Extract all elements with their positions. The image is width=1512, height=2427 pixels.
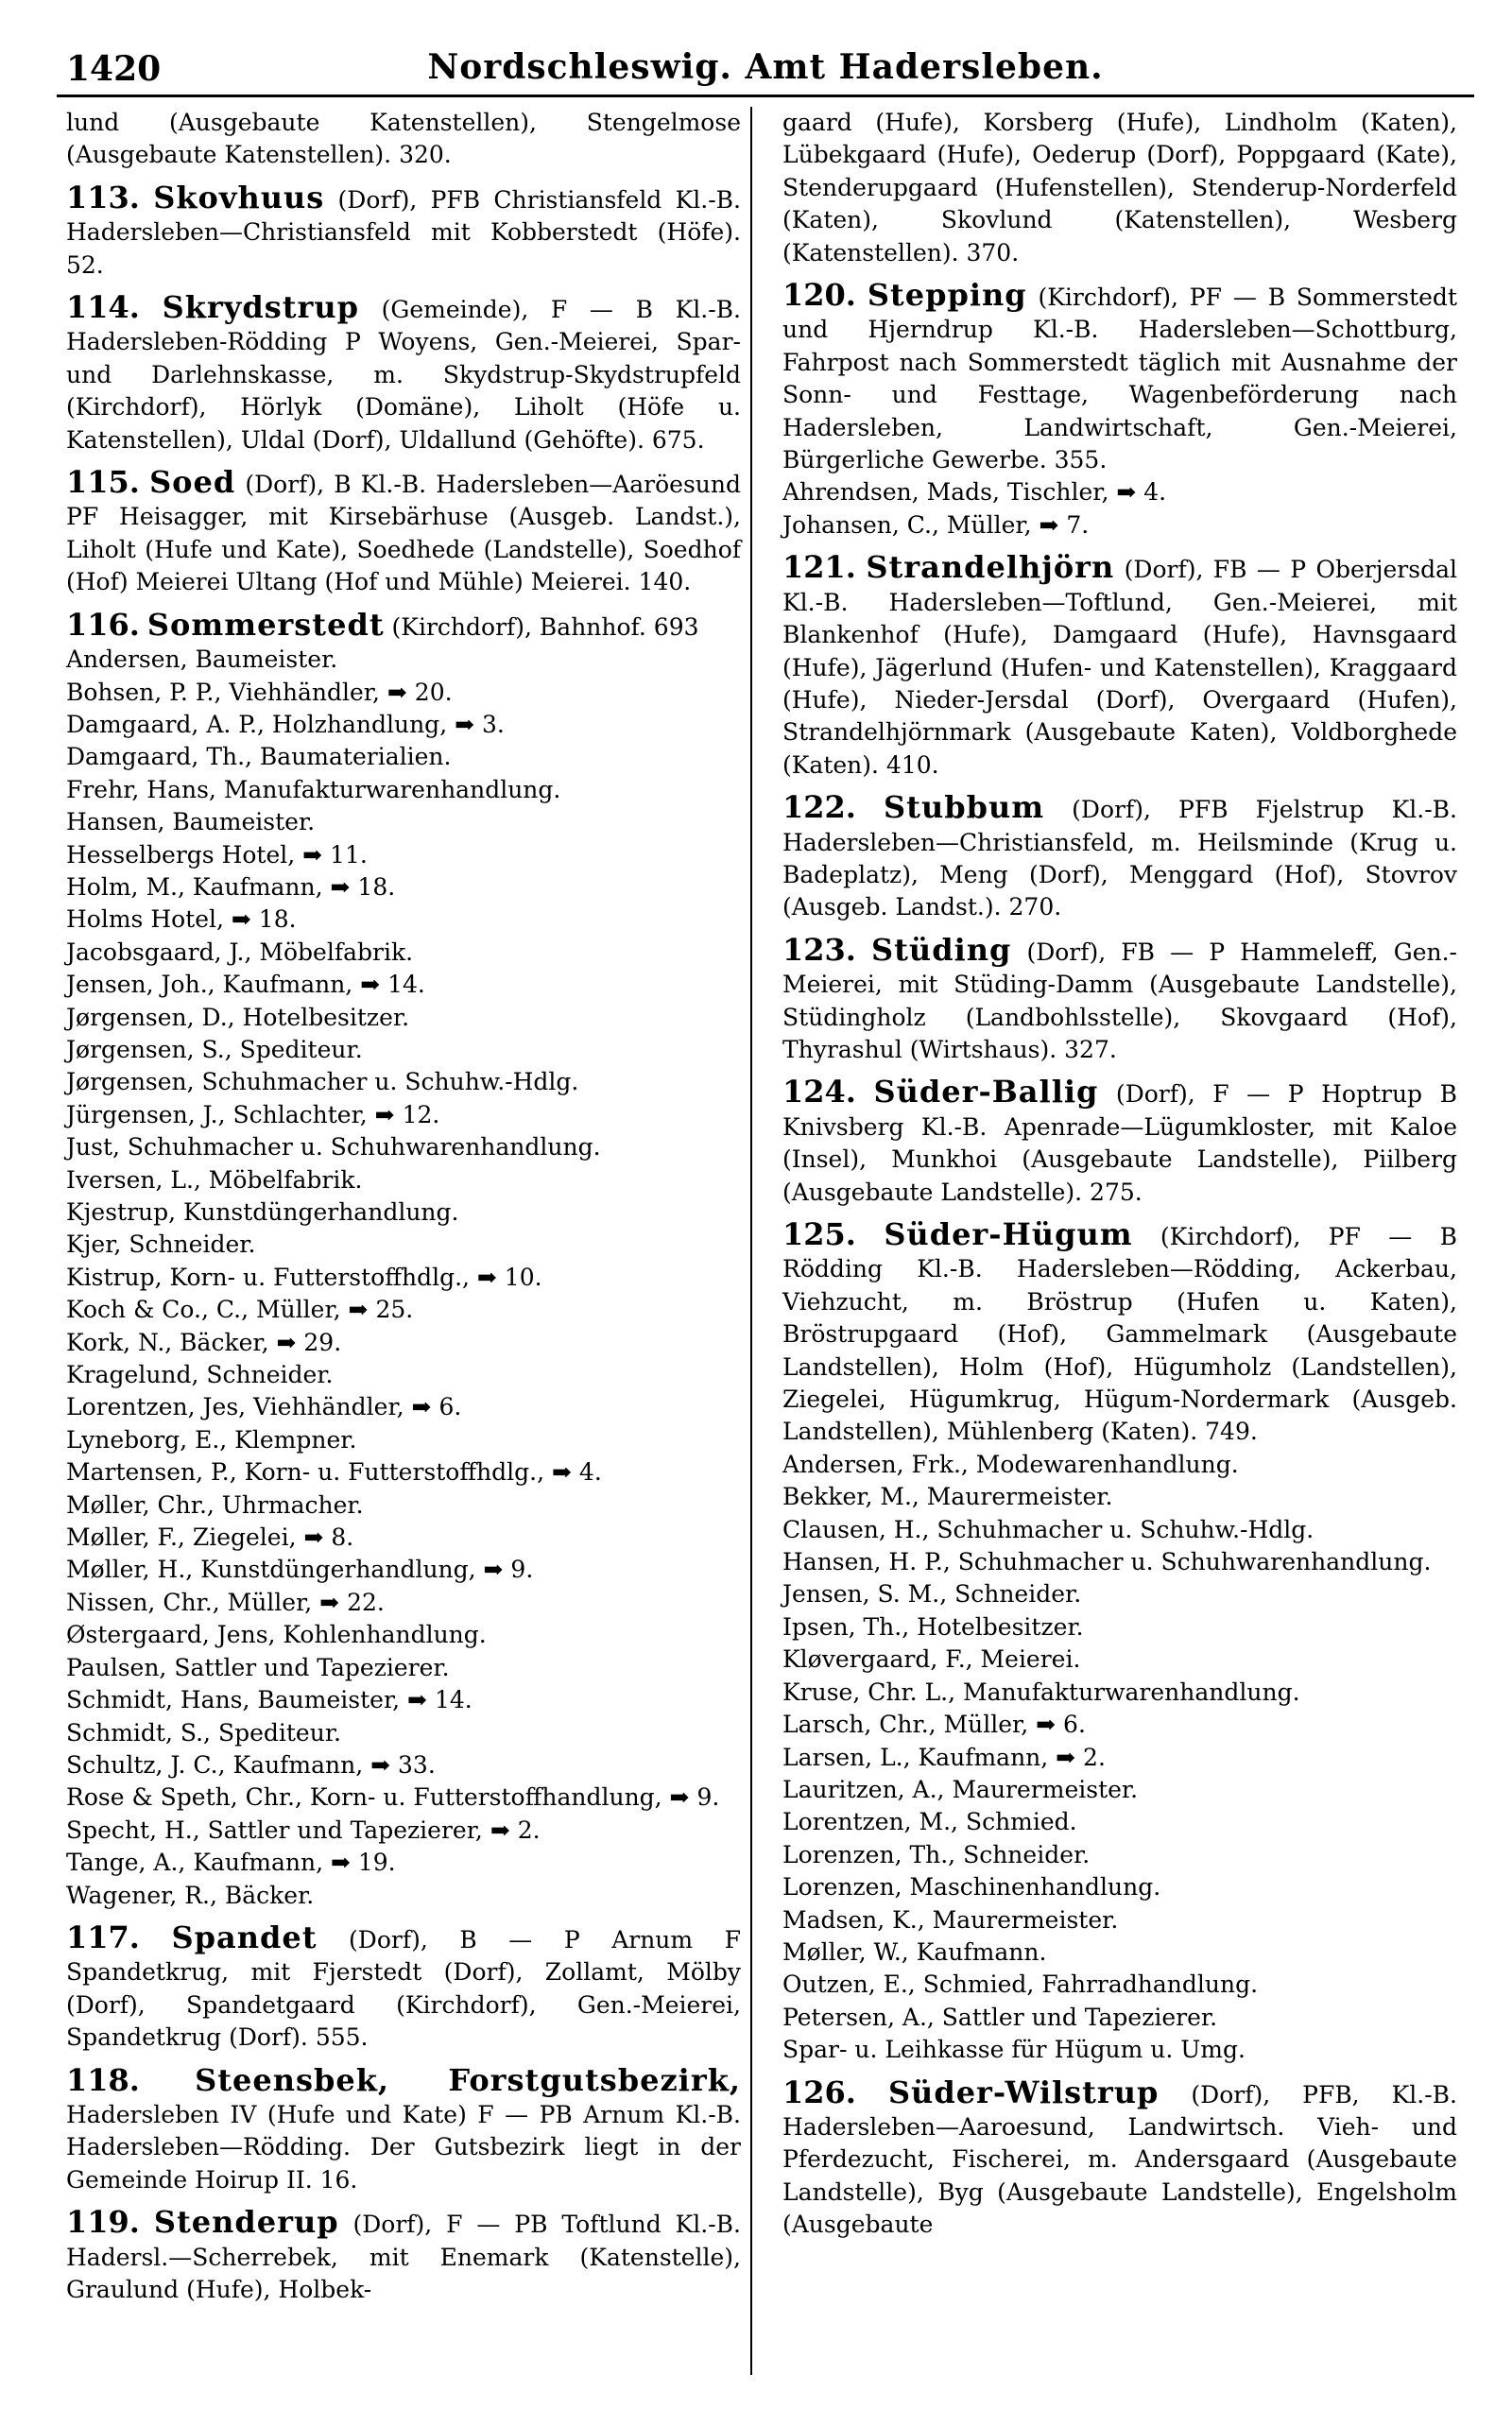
entry-name: Süder-Hügum [884, 1216, 1133, 1252]
resident-line: Bekker, M., Maurermeister. [782, 1483, 1113, 1511]
entry-number: 117. [66, 1919, 140, 1955]
resident-line: Larsen, L., Kaufmann, ➡ 2. [782, 1743, 1106, 1771]
resident-line: Paulsen, Sattler und Tapezierer. [66, 1653, 450, 1681]
resident-line: Hansen, Baumeister. [66, 808, 316, 836]
resident-list-120 [782, 476, 1457, 542]
resident-line: Møller, W., Kaufmann. [782, 1937, 1047, 1966]
resident-line: Outzen, E., Schmied, Fahrradhandlung. [782, 1971, 1259, 1999]
resident-line: Kragelund, Schneider. [66, 1361, 334, 1389]
resident-line: Lyneborg, E., Klempner. [66, 1425, 357, 1454]
entry-text: (Dorf), B — P Arnum F Spandetkrug, mit Fjerstedt (Dorf), Zollamt, Mölby (Dorf), Spandetgaard (Kirchdorf), Gen.-Meierei, Spandetkrug (Dorf). 555. [66, 1925, 742, 2052]
resident-line: Iversen, L., Möbelfabrik. [66, 1165, 363, 1194]
resident-line: Jürgensen, J., Schlachter, ➡ 12. [66, 1100, 440, 1128]
resident-line: Madsen, K., Maurermeister. [782, 1905, 1119, 1934]
continuation-text: lund (Ausgebaute Katenstellen), Stengelmose (Ausgebaute Katenstellen). 320. [66, 109, 741, 169]
entry-number: 124. [782, 1074, 856, 1110]
page-number: 1420 [66, 49, 162, 89]
resident-line: Damgaard, A. P., Holzhandlung, ➡ 3. [66, 710, 505, 738]
resident-line: Petersen, A., Sattler und Tapezierer. [782, 2003, 1218, 2031]
entry-text: (Dorf), F — P Hoptrup B Knivsberg Kl.-B. Apenrade—Lügumkloster, mit Kaloe (Insel), Munkhoi (Ausgebaute Landstelle), Piilberg (Ausgebaute Landstelle). 275. [782, 1080, 1457, 1206]
entry-123 [782, 931, 1457, 1067]
entry-number: 119. [66, 2204, 140, 2241]
resident-line: Spar- u. Leihkasse für Hügum u. Umg. [782, 2036, 1246, 2064]
entry-124 [782, 1076, 1457, 1209]
right-column [762, 107, 1457, 2306]
entry-number: 123. [782, 931, 856, 968]
resident-line: Møller, H., Kunstdüngerhandlung, ➡ 9. [66, 1556, 534, 1584]
entry-name: Stubbum [884, 789, 1045, 826]
resident-line: Møller, F., Ziegelei, ➡ 8. [66, 1523, 354, 1552]
entry-113 [66, 181, 741, 282]
resident-line: Kork, N., Bäcker, ➡ 29. [66, 1328, 342, 1356]
entry-text: (Dorf), PFB Fjelstrup Kl.-B. Hadersleben—Christiansfeld, m. Heilsminde (Krug u. Badeplatz), Meng (Dorf), Menggard (Hof), Stovrov (Ausgeb. Landst.). 270. [782, 796, 1457, 921]
resident-line: Hesselbergs Hotel, ➡ 11. [66, 840, 368, 869]
entry-text: (Dorf), FB — P Hammeleff, Gen.-Meierei, mit Stüding-Damm (Ausgebaute Landstelle), Stüdingholz (Landbohlsstelle), Skovgaard (Hof), Thyrashul (Wirtshaus). 327. [782, 938, 1457, 1063]
entry-text: (Kirchdorf), PF — B Sommerstedt und Hjerndrup Kl.-B. Hadersleben—Schottburg, Fahrpost nach Sommerstedt täglich mit Ausnahme der Sonn- und Festtage, Wagenbeförderung nach Hadersleben, Landwirtschaft, Gen.-Meierei, Bürgerliche Gewerbe. 355. [782, 284, 1457, 474]
entry-119 [66, 2206, 741, 2306]
entry-118 [66, 2061, 742, 2197]
entry-116 [66, 606, 741, 644]
resident-line: Møller, Chr., Uhrmacher. [66, 1490, 364, 1519]
entry-115 [66, 466, 741, 599]
entry-text: (Kirchdorf), Bahnhof. 693 [384, 612, 699, 641]
entry-name: Sommerstedt [146, 606, 385, 643]
entry-number: 122. [782, 789, 856, 826]
entry-120 [782, 279, 1457, 476]
entry-name: Steensbek, Forstgutsbezirk, [195, 2061, 742, 2098]
entry-number: 116. [66, 606, 140, 643]
entry-name: Stüding [871, 931, 1012, 968]
resident-line: Bohsen, P. P., Viehhändler, ➡ 20. [66, 678, 453, 706]
entry-name: Skovhuus [153, 179, 325, 215]
entry-name: Süder-Ballig [873, 1074, 1099, 1110]
resident-line: Tange, A., Kaufmann, ➡ 19. [66, 1849, 396, 1877]
entry-117 [66, 1921, 741, 2055]
resident-line: Kjer, Schneider. [66, 1231, 256, 1259]
resident-line: Ahrendsen, Mads, Tischler, ➡ 4. [782, 478, 1167, 507]
entry-number: 125. [782, 1216, 856, 1252]
resident-line: Specht, H., Sattler und Tapezierer, ➡ 2. [66, 1816, 541, 1844]
entry-text: Hadersleben IV (Hufe und Kate) F — PB Arnum Kl.-B. Hadersleben—Rödding. Der Gutsbezirk liegt in der Gemeinde Hoirup II. 16. [66, 2100, 741, 2194]
resident-line: Rose & Speth, Chr., Korn- u. Futterstoffhandlung, ➡ 9. [66, 1783, 720, 1812]
two-column-body [57, 107, 1474, 2306]
entry-number: 118. [66, 2061, 140, 2098]
entry-number: 121. [782, 549, 856, 586]
resident-list-116 [66, 644, 741, 1912]
resident-line: Larsch, Chr., Müller, ➡ 6. [782, 1711, 1086, 1739]
resident-line: Kistrup, Korn- u. Futterstoffhdlg., ➡ 10. [66, 1263, 542, 1291]
resident-line: Johansen, C., Müller, ➡ 7. [782, 510, 1090, 539]
resident-line: Jensen, Joh., Kaufmann, ➡ 14. [66, 971, 425, 999]
entry-text: (Kirchdorf), PF — B Rödding Kl.-B. Hadersleben—Rödding, Ackerbau, Viehzucht, m. Bröstrup (Hufen u. Katen), Bröstrupgaard (Hof), Gammelmark (Ausgebaute Landstellen), Holm (Hof), Hügumholz (Landstellen), Ziegelei, Hügumkrug, Hügum-Nordermark (Ausgeb. Landstellen), Mühlenberg (Katen). 749. [782, 1223, 1458, 1446]
resident-line: Jørgensen, D., Hotelbesitzer. [66, 1003, 410, 1031]
resident-line: Lorenzen, Th., Schneider. [782, 1840, 1091, 1868]
resident-line: Jørgensen, Schuhmacher u. Schuhw.-Hdlg. [66, 1068, 579, 1096]
resident-line: Jensen, S. M., Schneider. [782, 1580, 1082, 1609]
entry-text: (Dorf), F — PB Toftlund Kl.-B. Hadersl.—Scherrebek, mit Enemark (Katenstelle), Graulund (Hufe), Holbek- [66, 2211, 741, 2303]
resident-line: Koch & Co., C., Müller, ➡ 25. [66, 1296, 414, 1324]
resident-line: Jørgensen, S., Spediteur. [66, 1035, 363, 1063]
entry-text: (Dorf), B Kl.-B. Hadersleben—Aaröesund PF Heisagger, mit Kirsebärhuse (Ausgeb. Landst.), Liholt (Hufe und Kate), Soedhede (Landstelle), Soedhof (Hof) Meierei Ultang (Hof und Mühle) Meierei. 140. [66, 471, 741, 596]
entry-name: Stepping [867, 277, 1027, 314]
entry-number: 120. [782, 277, 856, 314]
entry-number: 114. [66, 289, 140, 326]
resident-line: Andersen, Frk., Modewarenhandlung. [782, 1450, 1239, 1478]
entry-114 [66, 291, 741, 456]
entry-text: (Dorf), FB — P Oberjersdal Kl.-B. Hadersleben—Toftlund, Gen.-Meierei, mit Blankenhof (Hufe), Damgaard (Hufe), Havnsgaard (Hufe), Jägerlund (Hufen- und Katenstellen), Kraggaard (Hufe), Nieder-Jersdal (Dorf), Overgaard (Hufen), Strandelhjörnmark (Ausgebaute Katen), Voldborghede (Katen). 410. [782, 556, 1457, 779]
entry-text: (Gemeinde), F — B Kl.-B. Hadersleben-Rödding P Woyens, Gen.-Meierei, Spar- und Darlehnskasse, m. Skydstrup-Skydstrupfeld (Kirchdorf), Hörlyk (Domäne), Liholt (Höfe u. Katenstellen), Uldal (Dorf), Uldallund (Gehöfte). 675. [66, 296, 741, 454]
entry-122 [782, 791, 1457, 924]
resident-line: Kjestrup, Kunstdüngerhandlung. [66, 1198, 459, 1226]
entry-name: Soed [149, 464, 236, 501]
entry-number: 113. [66, 179, 140, 215]
entry-name: Skrydstrup [162, 289, 359, 326]
resident-line: Just, Schuhmacher u. Schuhwarenhandlung. [66, 1133, 601, 1162]
resident-line: Ipsen, Th., Hotelbesitzer. [782, 1612, 1084, 1641]
entry-126 [782, 2076, 1457, 2242]
resident-line: Lorenzen, Maschinenhandlung. [782, 1873, 1161, 1902]
resident-line: Schultz, J. C., Kaufmann, ➡ 33. [66, 1750, 436, 1779]
entry-number: 126. [782, 2074, 856, 2110]
resident-line: Jacobsgaard, J., Möbelfabrik. [66, 938, 414, 966]
entry-name: Strandelhjörn [866, 549, 1115, 586]
resident-line: Lorentzen, M., Schmied. [782, 1808, 1077, 1836]
resident-line: Nissen, Chr., Müller, ➡ 22. [66, 1588, 385, 1616]
column-divider [750, 107, 752, 2375]
resident-line: Hansen, H. P., Schuhmacher u. Schuhwarenhandlung. [782, 1548, 1432, 1576]
resident-list-125 [782, 1449, 1457, 2067]
resident-line: Holms Hotel, ➡ 18. [66, 905, 297, 934]
resident-line: Andersen, Baumeister. [66, 645, 338, 674]
resident-line: Schmidt, Hans, Baumeister, ➡ 14. [66, 1686, 472, 1714]
resident-line: Lorentzen, Jes, Viehhändler, ➡ 6. [66, 1393, 462, 1421]
continuation-text: gaard (Hufe), Korsberg (Hufe), Lindholm (Katen), Lübekgaard (Hufe), Oederup (Dorf), Poppgaard (Kate), Stenderupgaard (Hufenstellen), Stenderup-Norderfeld (Katen), Skovlund (Katenstellen), Wesberg (Katenstellen). 370. [782, 109, 1457, 267]
resident-line: Holm, M., Kaufmann, ➡ 18. [66, 872, 396, 901]
resident-line: Clausen, H., Schuhmacher u. Schuhw.-Hdlg. [782, 1515, 1314, 1543]
resident-line: Kruse, Chr. L., Manufakturwarenhandlung. [782, 1678, 1300, 1706]
resident-line: Schmidt, S., Spediteur. [66, 1718, 341, 1747]
resident-line: Lauritzen, A., Maurermeister. [782, 1775, 1139, 1803]
entry-text: (Dorf), PFB Christiansfeld Kl.-B. Hadersleben—Christiansfeld mit Kobberstedt (Höfe). 52. [66, 185, 741, 279]
resident-line: Østergaard, Jens, Kohlenhandlung. [66, 1621, 487, 1649]
entry-number: 115. [66, 464, 140, 501]
resident-line: Damgaard, Th., Baumaterialien. [66, 743, 452, 771]
entry-125 [782, 1218, 1457, 1449]
resident-line: Wagener, R., Bäcker. [66, 1881, 315, 1909]
resident-line: Martensen, P., Korn- u. Futterstoffhdlg., ➡ 4. [66, 1458, 602, 1487]
entry-name: Süder-Wilstrup [887, 2074, 1160, 2110]
entry-text: (Dorf), PFB, Kl.-B. Hadersleben—Aaroesund, Landwirtsch. Vieh- und Pferdezucht, Fischerei, m. Andersgaard (Ausgebaute Landstelle), Byg (Ausgebaute Landstelle), Engelsholm (Ausgebaute [782, 2080, 1458, 2239]
entry-name: Spandet [171, 1919, 318, 1955]
resident-line: Kløvergaard, F., Meierei. [782, 1645, 1081, 1674]
left-column [57, 107, 762, 2306]
entry-121 [782, 551, 1457, 782]
running-title: Nordschleswig. Amt Hadersleben. [427, 47, 1104, 87]
entry-name: Stenderup [153, 2204, 339, 2241]
resident-line: Frehr, Hans, Manufakturwarenhandlung. [66, 775, 561, 803]
page-header [57, 38, 1474, 97]
